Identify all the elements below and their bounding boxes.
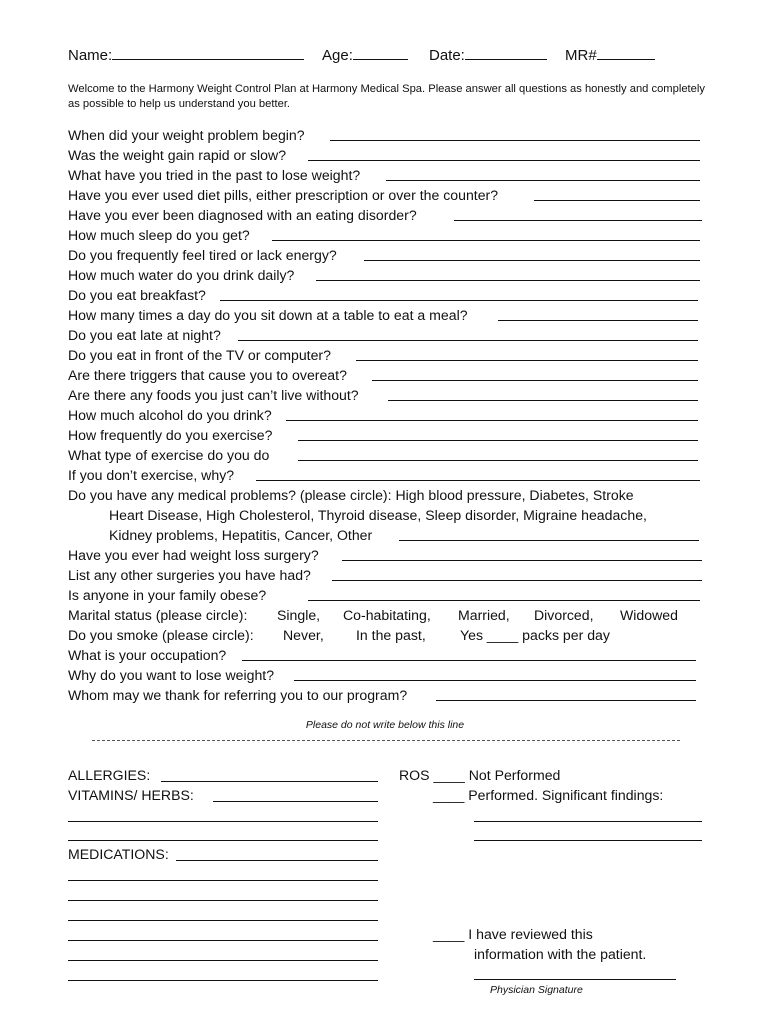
medical-options-row3	[109, 526, 372, 544]
medications-line-2[interactable]	[68, 880, 378, 881]
question-label: Have you ever been diagnosed with an eating disorder?	[68, 207, 417, 223]
answer-line[interactable]	[256, 480, 700, 481]
vitamins-line-2[interactable]	[68, 821, 378, 822]
marital-option-cohabitating[interactable]: Co-habitating,	[343, 607, 431, 623]
question-row	[68, 126, 305, 144]
smoke-option-never[interactable]: Never,	[283, 627, 324, 643]
marital-label: Marital status (please circle):	[68, 607, 248, 623]
mr-field-group	[565, 46, 655, 65]
signature-caption: Physician Signature	[490, 984, 583, 996]
question-row	[68, 146, 286, 164]
question-row	[68, 186, 498, 204]
name-field[interactable]	[112, 46, 304, 60]
question-label: Is anyone in your family obese?	[68, 587, 267, 603]
question-row	[68, 686, 407, 704]
medications-line-6[interactable]	[68, 960, 378, 961]
answer-line[interactable]	[272, 240, 700, 241]
question-label: Whom may we thank for referring you to our program?	[68, 687, 408, 703]
question-row	[68, 206, 417, 224]
question-label: Do you eat late at night?	[68, 327, 221, 343]
question-row	[68, 406, 272, 424]
medical-question	[68, 486, 634, 504]
question-row	[68, 266, 294, 284]
answer-line[interactable]	[238, 340, 698, 341]
question-label: Do you frequently feel tired or lack energy?	[68, 247, 337, 263]
question-row	[68, 306, 468, 324]
question-label: Do you eat in front of the TV or computer?	[68, 347, 331, 363]
answer-line[interactable]	[308, 600, 700, 601]
question-label: Was the weight gain rapid or slow?	[68, 147, 287, 163]
question-label: What is your occupation?	[68, 647, 227, 663]
medications-line-7[interactable]	[68, 980, 378, 981]
answer-line[interactable]	[298, 440, 698, 441]
intro-text: Welcome to the Harmony Weight Control Plan at Harmony Medical Spa. Please answer all questions as honestly and completely as possible to help us understand you better.	[68, 83, 705, 110]
question-row	[68, 586, 266, 604]
smoke-option-past[interactable]: In the past,	[356, 627, 426, 643]
answer-line[interactable]	[316, 280, 700, 281]
ros-not-performed[interactable]: ROS ____ Not Performed	[399, 767, 561, 783]
question-label: What type of exercise do you do	[68, 447, 270, 463]
answer-line[interactable]	[342, 560, 702, 561]
question-row	[68, 346, 331, 364]
answer-line[interactable]	[534, 200, 700, 201]
answer-line[interactable]	[436, 700, 696, 701]
question-row	[68, 286, 206, 304]
answer-line[interactable]	[364, 260, 700, 261]
vitamins-label: VITAMINS/ HERBS:	[68, 787, 194, 803]
question-label: Have you ever used diet pills, either prescription or over the counter?	[68, 187, 499, 203]
marital-option-divorced[interactable]: Divorced,	[534, 607, 594, 623]
date-field[interactable]	[465, 46, 547, 60]
allergies-label: ALLERGIES:	[68, 767, 151, 783]
question-row	[68, 246, 337, 264]
question-label: How many times a day do you sit down at a table to eat a meal?	[68, 307, 468, 323]
question-row	[68, 646, 226, 664]
medical-question-label: Do you have any medical problems? (please circle):	[68, 487, 392, 503]
answer-line[interactable]	[220, 300, 698, 301]
medications-line[interactable]	[176, 860, 378, 861]
question-row	[68, 426, 272, 444]
medications-line-3[interactable]	[68, 900, 378, 901]
answer-line[interactable]	[372, 380, 698, 381]
question-row	[68, 546, 319, 564]
answer-line[interactable]	[308, 160, 700, 161]
medical-options-line3[interactable]: Kidney problems, Hepatitis, Cancer, Other	[109, 527, 373, 543]
answer-line[interactable]	[386, 180, 700, 181]
answer-line[interactable]	[242, 660, 696, 661]
name-label: Name:	[68, 47, 113, 64]
question-label: What have you tried in the past to lose weight?	[68, 167, 361, 183]
question-row	[68, 666, 274, 684]
question-label: If you don’t exercise, why?	[68, 467, 235, 483]
medical-options-line1[interactable]: High blood pressure, Diabetes, Stroke	[395, 487, 634, 503]
vitamins-line[interactable]	[213, 801, 378, 802]
question-label: When did your weight problem begin?	[68, 127, 305, 143]
age-field[interactable]	[353, 46, 408, 60]
question-row	[68, 566, 311, 584]
answer-line[interactable]	[286, 420, 698, 421]
smoke-option-yes[interactable]: Yes ____ packs per day	[460, 627, 610, 643]
age-field-group	[322, 46, 408, 65]
signature-line[interactable]	[474, 979, 676, 980]
medical-options-line2[interactable]: Heart Disease, High Cholesterol, Thyroid disease, Sleep disorder, Migraine headache,	[109, 507, 647, 523]
age-label: Age:	[322, 47, 353, 64]
answer-line[interactable]	[330, 140, 700, 141]
ros-performed[interactable]: ____ Performed. Significant findings:	[433, 787, 664, 803]
findings-line-2[interactable]	[474, 840, 702, 841]
marital-option-widowed[interactable]: Widowed	[620, 607, 678, 623]
staff-only-note: Please do not write below this line	[305, 719, 465, 731]
findings-line-1[interactable]	[474, 821, 702, 822]
date-label: Date:	[429, 47, 465, 64]
medications-line-4[interactable]	[68, 920, 378, 921]
answer-line[interactable]	[388, 400, 698, 401]
question-row	[68, 446, 269, 464]
answer-line[interactable]	[454, 220, 702, 221]
question-row	[68, 366, 347, 384]
answer-line[interactable]	[356, 360, 698, 361]
question-label: Are there any foods you just can’t live without?	[68, 387, 359, 403]
question-row	[68, 386, 359, 404]
allergies-line[interactable]	[161, 781, 378, 782]
question-row	[68, 466, 234, 484]
marital-option-single[interactable]: Single,	[277, 607, 321, 623]
question-row	[68, 166, 360, 184]
reviewed-text-line2: information with the patient.	[474, 946, 647, 962]
marital-option-married[interactable]: Married,	[458, 607, 510, 623]
reviewed-checkbox-text[interactable]: ____ I have reviewed this	[433, 926, 593, 942]
question-label: How much alcohol do you drink?	[68, 407, 272, 423]
date-field-group	[429, 46, 547, 65]
question-label: Do you eat breakfast?	[68, 287, 206, 303]
vitamins-line-3[interactable]	[68, 840, 378, 841]
question-label: How frequently do you exercise?	[68, 427, 273, 443]
name-field-group	[68, 46, 304, 65]
question-label: How much water do you drink daily?	[68, 267, 295, 283]
question-row	[68, 326, 221, 344]
question-label: How much sleep do you get?	[68, 227, 250, 243]
answer-line[interactable]	[298, 460, 698, 461]
question-label: Why do you want to lose weight?	[68, 667, 275, 683]
answer-line[interactable]	[498, 320, 698, 321]
medical-other-line[interactable]	[399, 540, 699, 541]
mr-label: MR#	[565, 47, 597, 64]
medications-label: MEDICATIONS:	[68, 846, 169, 862]
question-row	[68, 226, 250, 244]
answer-line[interactable]	[294, 680, 696, 681]
mr-field[interactable]	[597, 46, 655, 60]
divider-line	[92, 740, 680, 741]
smoke-label: Do you smoke (please circle):	[68, 627, 254, 643]
question-label: Are there triggers that cause you to overeat?	[68, 367, 347, 383]
answer-line[interactable]	[332, 580, 702, 581]
question-label: Have you ever had weight loss surgery?	[68, 547, 319, 563]
question-label: List any other surgeries you have had?	[68, 567, 311, 583]
medications-line-5[interactable]	[68, 940, 378, 941]
